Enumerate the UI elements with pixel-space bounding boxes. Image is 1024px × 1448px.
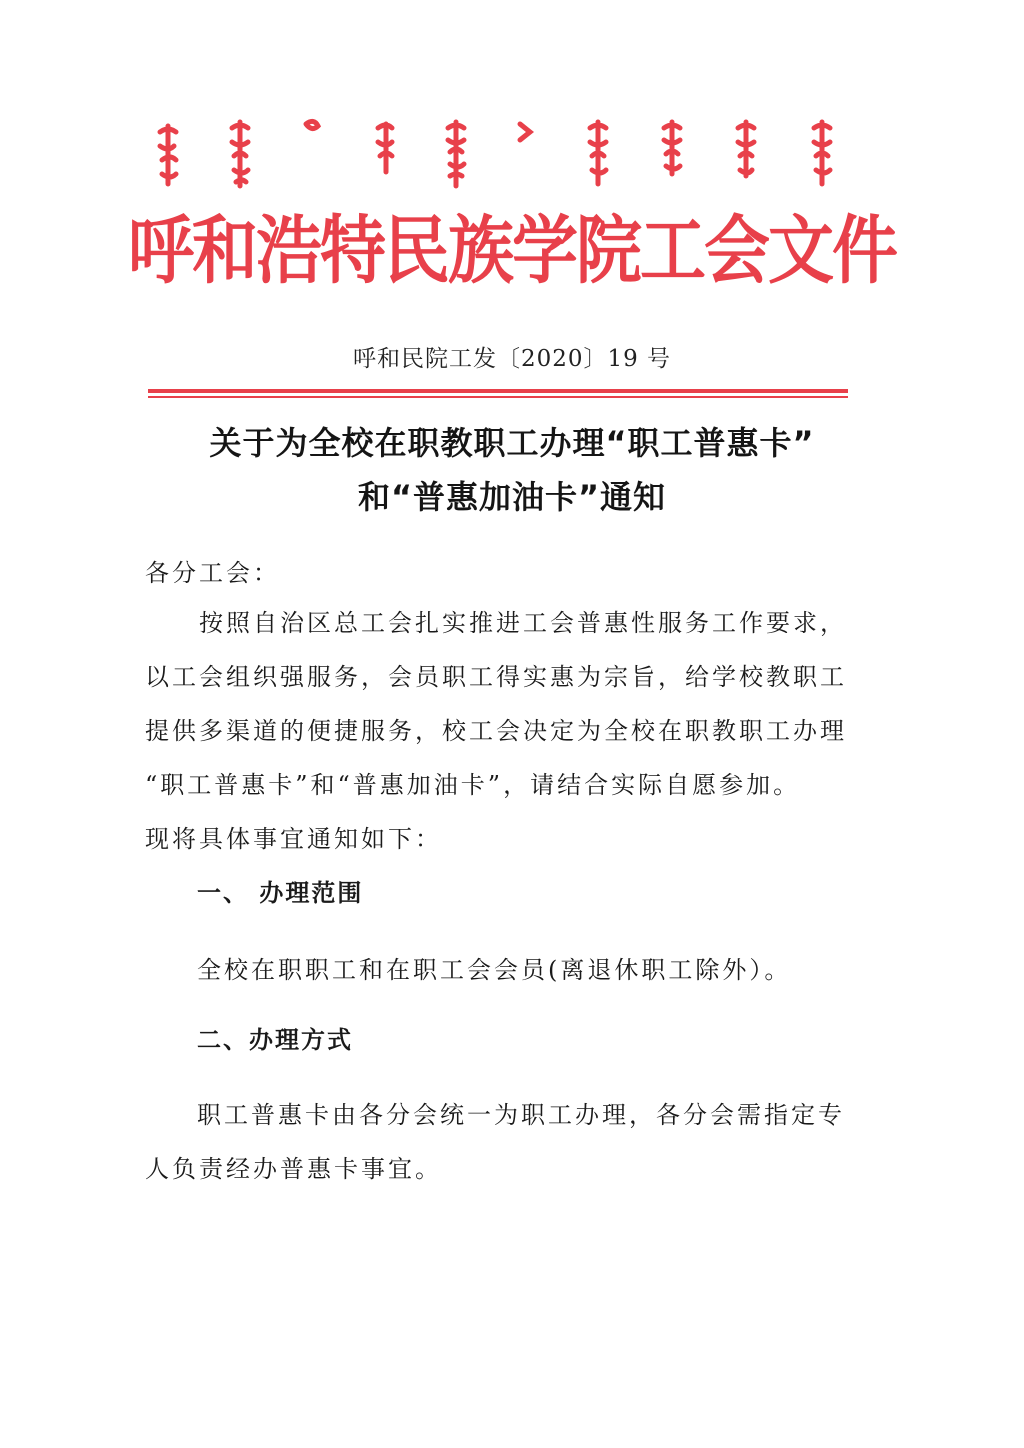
mongolian-script-header xyxy=(150,112,850,192)
salutation: 各分工会： xyxy=(145,559,280,587)
section-2-heading: 二、办理方式 xyxy=(197,1026,353,1054)
intro-paragraph xyxy=(145,596,865,866)
header-red-rule-thick xyxy=(148,389,848,393)
header-red-rule-thin xyxy=(148,396,848,398)
section-1-text: 全校在职职工和在职工会会员(离退休职工除外）。 xyxy=(197,956,792,984)
intro-paragraph-line: 提供多渠道的便捷服务，校工会决定为全校在职教职工办理 xyxy=(145,717,847,745)
intro-paragraph-line: 以工会组织强服务，会员职工得实惠为宗旨，给学校教职工 xyxy=(145,663,847,691)
mongolian-script-graphic xyxy=(150,112,850,192)
intro-paragraph-line: “职工普惠卡”和“普惠加油卡”，请结合实际自愿参加。 xyxy=(145,771,801,799)
notice-title-line-1: 关于为全校在职教职工办理“职工普惠卡” xyxy=(209,424,815,462)
document-number: 呼和民院工发〔2020〕19 号 xyxy=(352,346,672,372)
notice-title-line-2: 和“普惠加油卡”通知 xyxy=(357,478,667,516)
section-2-text-line-1: 职工普惠卡由各分会统一为职工办理，各分会需指定专 xyxy=(197,1101,845,1129)
issuing-organization-title: 呼和浩特民族学院工会文件 xyxy=(128,207,896,295)
section-1-heading: 一、 办理范围 xyxy=(197,879,364,907)
intro-paragraph-line: 按照自治区总工会扎实推进工会普惠性服务工作要求， xyxy=(145,609,847,637)
section-2-text-line-2: 人负责经办普惠卡事宜。 xyxy=(145,1155,442,1183)
intro-paragraph-line: 现将具体事宜通知如下： xyxy=(145,825,442,853)
